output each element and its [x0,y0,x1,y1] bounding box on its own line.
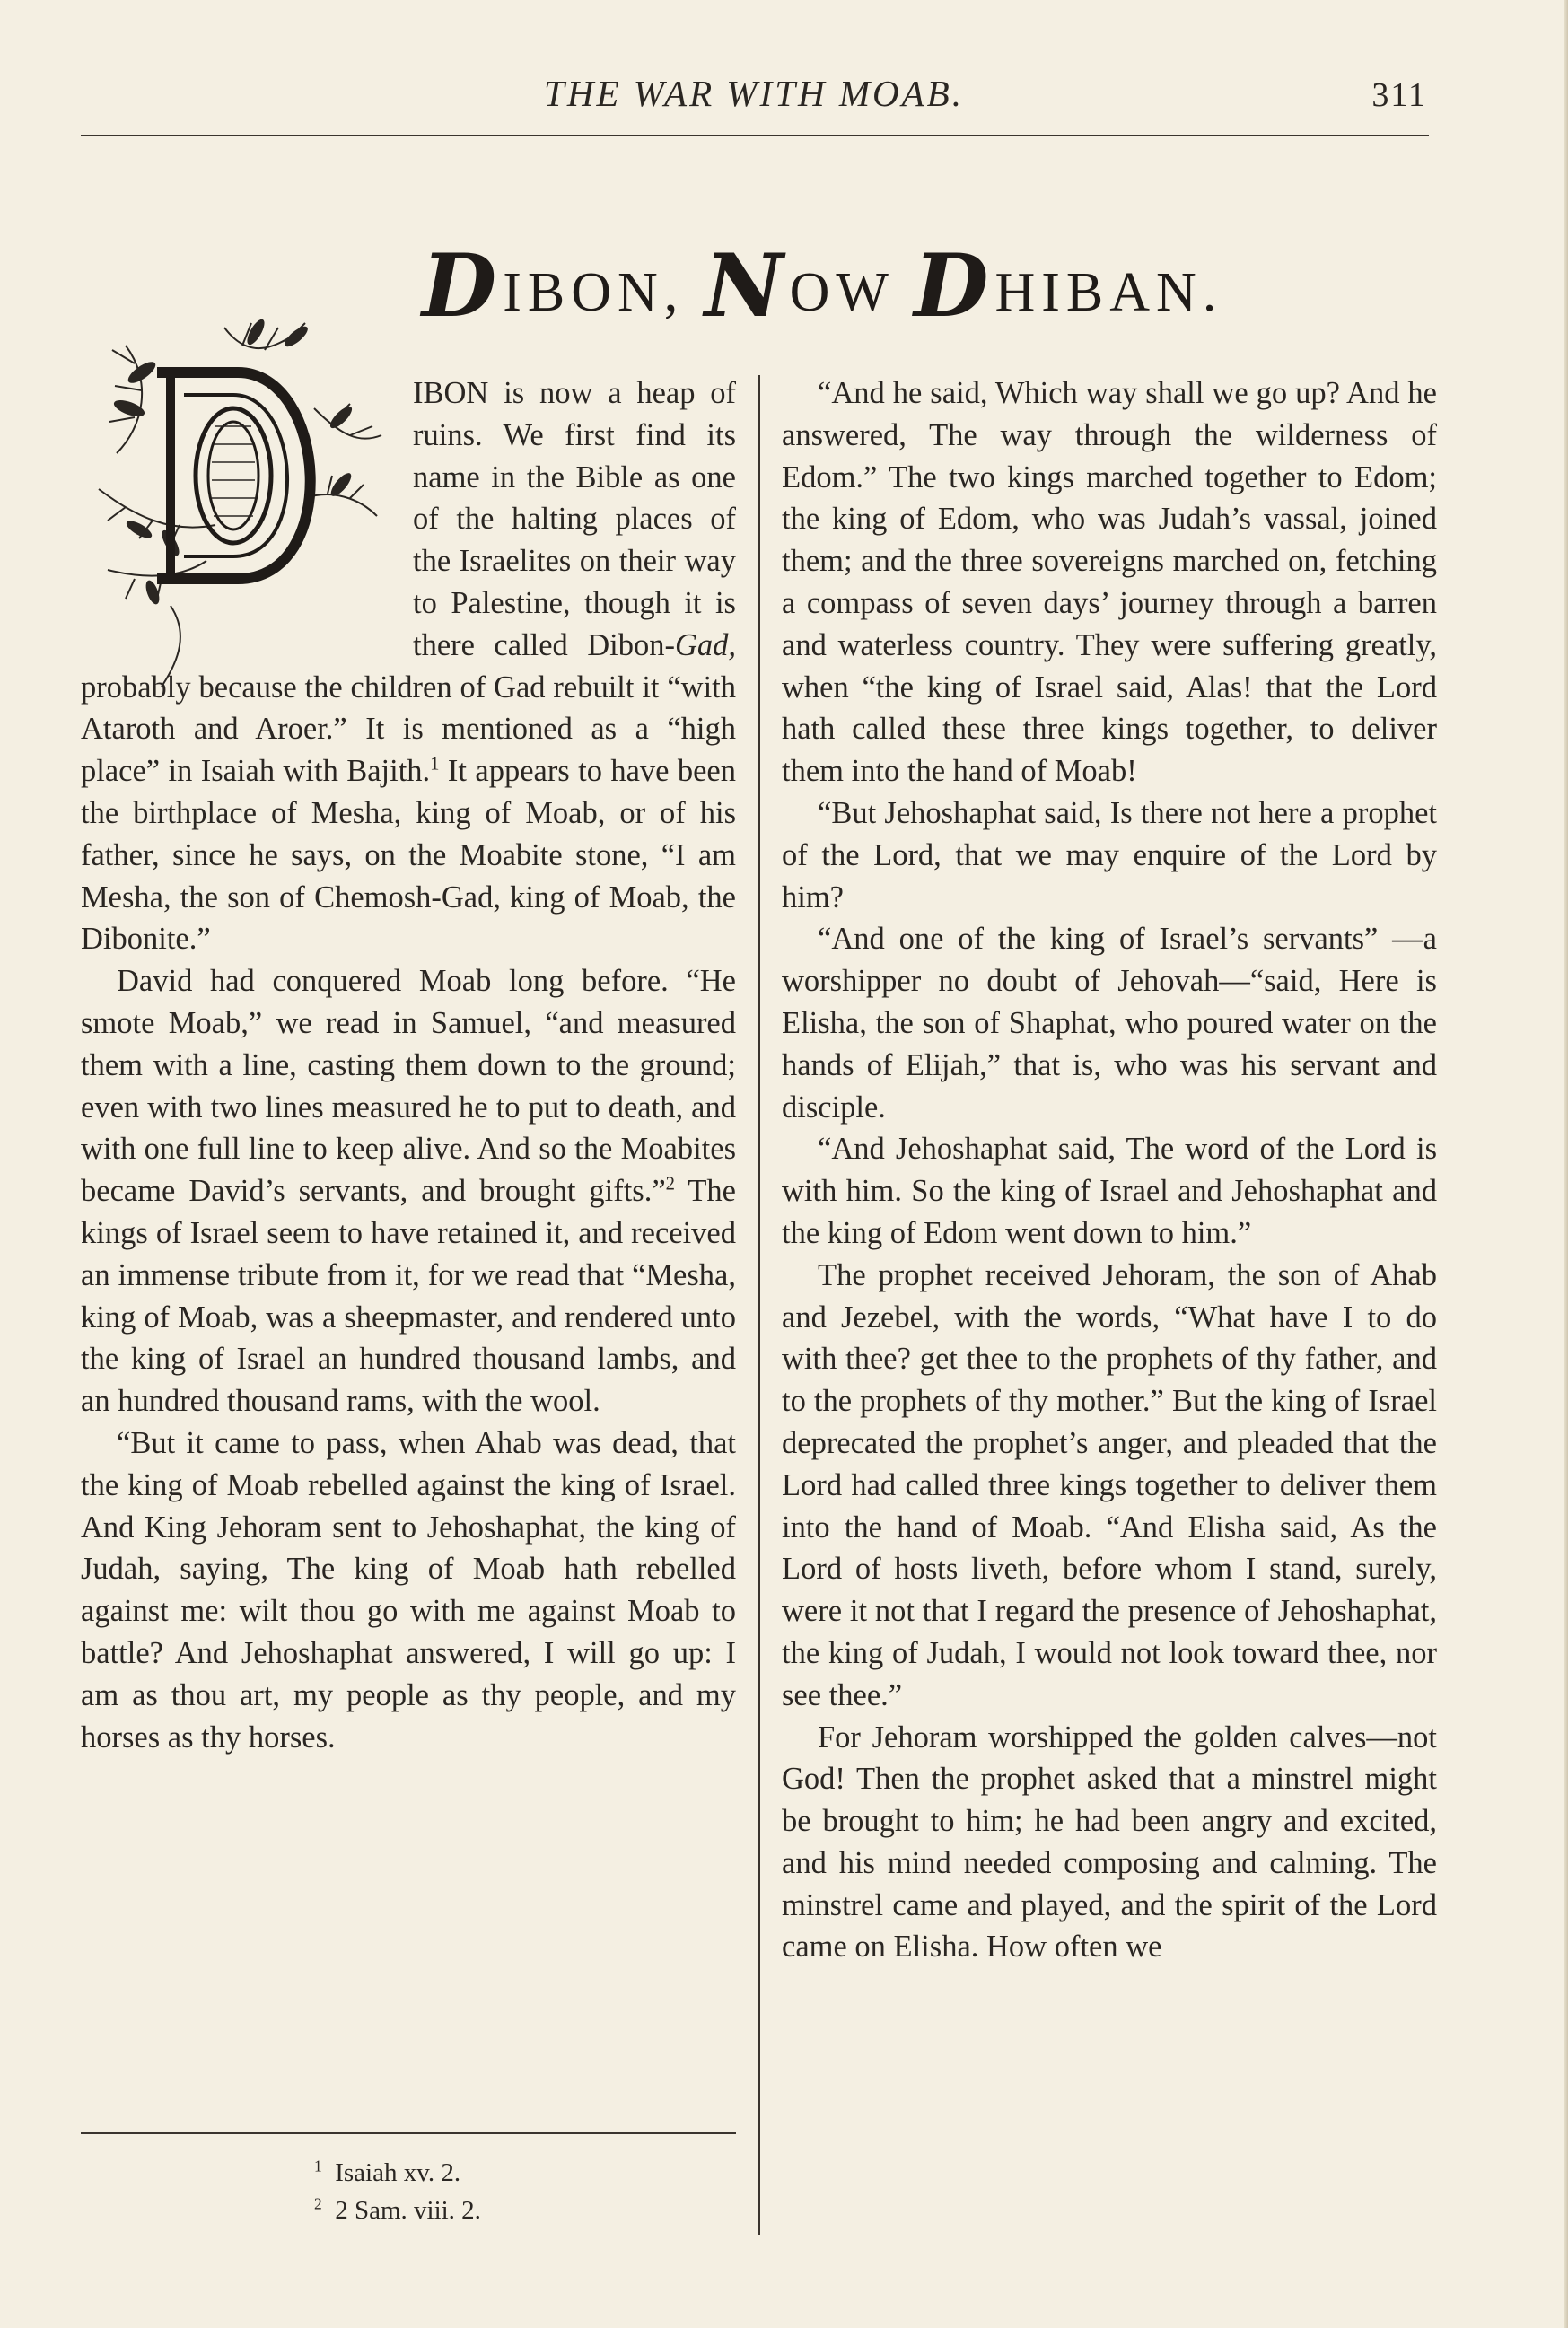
footnote-2 [314,2192,481,2229]
title-initial-2: N [704,235,790,337]
footnote-mark: 2 [314,2194,322,2213]
paragraph-ahab: “But it came to pass, when Ahab was dead, that the king of Moab rebelled against the king of Israel. And King Jehoram sent to Jehoshaphat, the king of Judah, saying, The king of Moab hath rebelled against me: wilt thou go with me against Moab to battle? And Jehoshaphat answered, I will go up: I am as thou art, my people as thy people, and my horses as thy horses. [81,1425,736,1755]
column-divider [758,375,760,2235]
footnotes [314,2154,481,2229]
paragraph-elisha: “And one of the king of Israel’s servants” —a worshipper no doubt of Jehovah—“said, Here is Elisha, the son of Shaphat, who poured water on the hands of Elijah,” that is, who was his servant and disciple. [782,922,1437,1125]
drop-cap [72,310,413,637]
chapter-title [422,235,1222,337]
footnote-mark: 1 [314,2157,322,2175]
left-column [81,372,736,1758]
paragraph-text: David had conquered Moab long before. “He smote Moab,” we read in Samuel, “and measured them with a line, casting them down to the ground; even with two lines measured he to put to death, and with one full line to keep alive. And so the Moabites became David’s servants, and brought gifts.” [81,964,736,1209]
paragraph-text: probably because the children of Gad rebuilt it “with Ataroth and Aroer.” It is mentioned as a “high place” in Isaiah with Bajith. [81,670,736,789]
title-part-1: IBON, [503,262,705,323]
paragraph-prophet-question: “But Jehoshaphat said, Is there not here a prophet of the Lord, that we may enquire of the Lord by him? [782,795,1437,915]
title-initial-3: D [914,235,995,337]
paragraph-way: “And he said, Which way shall we go up? And he answered, The way through the wilderness of Edom.” The two kings marched together to Edom; the king of Edom, who was Judah’s vassal, joined them; and the three sovereigns marched on, fetching a compass of seven days’ journey through a barren and waterless country. They were suffering greatly, when “the king of Israel said, Alas! that the Lord hath called these three kings together, to deliver them into the hand of Moab! [782,376,1437,789]
footnote-text: Isaiah xv. 2. [335,2158,461,2187]
title-part-2: OW [789,262,915,323]
page-header [81,63,1427,117]
footnote-1 [314,2154,481,2192]
page-edge [1564,0,1568,2328]
paragraph-text: It appears to have been the birthplace of Mesha, king of Moab, or of his father, since he says, on the Moabite stone, “I am Mesha, the son of Chemosh-Gad, king of Moab, the Dibonite.” [81,754,736,957]
paragraph-text: The kings of Israel seem to have retained it, and received an immense tribute from it, for we read that “Mesha, king of Moab, was a sheepmaster, and rendered unto the king of Israel an hundred thousand lambs, and an hundred thousand rams, with the wool. [81,1174,736,1419]
page-number: 311 [1371,76,1427,114]
paragraph-jehoram: The prophet received Jehoram, the son of Ahab and Jezebel, with the words, “What have I to do with thee? get thee to the prophets of thy father, and to the prophets of thy mother.” But the king of Israel deprecated the prophet’s anger, and pleaded that the Lord had called three kings together to deliver them into the hand of Moab. “And Elisha said, As the Lord of hosts liveth, before whom I stand, surely, were it not that I regard the presence of Jehoshaphat, the king of Judah, I would not look toward thee, nor see thee.” [782,1257,1437,1712]
footnote-rule [81,2132,736,2134]
paragraph-word-of-lord: “And Jehoshaphat said, The word of the Lord is with him. So the king of Israel and Jehoshaphat and the king of Edom went down to him.” [782,1132,1437,1250]
italic-term: Gad, [674,627,736,662]
paragraph-minstrel: For Jehoram worshipped the golden calves—not God! Then the prophet asked that a minstrel might be brought to him; he had been angry and excited, and his mind needed composing and calming. The minstrel came and played, and the spirit of the Lord came on Elisha. How often we [782,1720,1437,1965]
footnote-text: 2 Sam. viii. 2. [335,2196,481,2225]
title-initial-1: D [422,235,504,337]
right-column [782,372,1437,1968]
footnote-ref-2[interactable]: 2 [665,1174,675,1195]
title-part-3: HIBAN. [994,262,1223,323]
footnote-ref-1[interactable]: 1 [430,754,440,775]
paragraph-david [81,960,736,1422]
paragraph-text: IBON is now a heap of ruins. We first find its name in the Bible as one of the halting places of the Israelites on their way to Palestine, though it is there called Dibon- [413,376,736,662]
running-head: THE WAR WITH MOAB. [544,73,964,114]
ornamental-foliage-drop-cap-icon [72,310,413,696]
header-rule [81,135,1429,136]
